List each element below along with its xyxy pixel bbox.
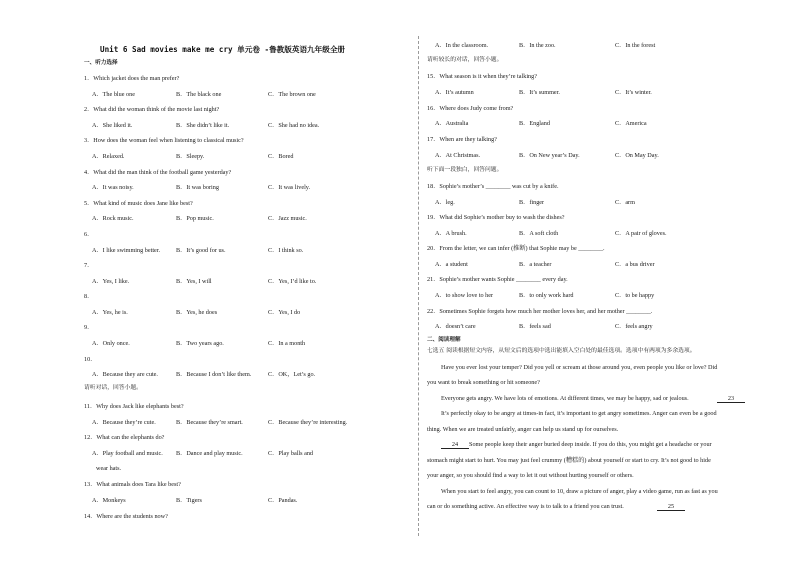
option-a: A．It’s autumn	[435, 89, 474, 96]
option-b: B．It’s summer.	[519, 89, 560, 96]
question-12-option-c-cont: wear hats.	[96, 465, 122, 472]
passage-line-7: stomach might start to hurt. You may just feel crummy (糟糕的) about yourself or start to cry. It’s not good to hide	[427, 457, 711, 464]
option-b: B．The black one	[176, 91, 222, 98]
question-14: 14．Where are the students now?	[84, 513, 168, 520]
option-c: C．On May Day.	[615, 152, 659, 159]
option-a: A．to show love to her	[435, 292, 494, 299]
passage-line-6: Some people keep their anger buried deep inside. If you do this, you might get a headache or your	[469, 441, 712, 448]
option-b: B．Pop music.	[176, 215, 214, 222]
option-b: B．She didn’t like it.	[176, 122, 230, 129]
blank-24[interactable]: 24	[441, 442, 469, 449]
option-c: C．arm	[615, 199, 635, 206]
option-c: C．The brown one	[268, 91, 316, 98]
option-c: C．Play balls and	[268, 450, 314, 457]
option-c: C．America	[615, 120, 647, 127]
page-title: Unit 6 Sad movies make me cry 单元卷 -鲁教版英语九年级全册	[100, 45, 346, 54]
option-b: B．Tigers	[176, 497, 202, 504]
passage-line-5: thing. When we are treated unfairly, anger can help us stand up for ourselves.	[427, 426, 619, 433]
option-a: A．She liked it.	[92, 122, 133, 129]
option-b: B．On New year’s Day.	[519, 152, 580, 159]
option-b: B．a teacher	[519, 261, 552, 268]
blank-25[interactable]: 25	[657, 504, 685, 511]
option-b: B．to only work hard	[519, 292, 574, 299]
option-b: B．England	[519, 120, 550, 127]
passage-line-2: you want to break something or hit someone?	[427, 379, 540, 386]
q14-option-a: A．In the classroom.	[435, 42, 489, 49]
question-13: 13．What animals does Tara like best?	[84, 481, 181, 488]
option-b: B．Yes, he does	[176, 309, 218, 316]
option-c: C．Bored	[268, 153, 294, 160]
option-a: A．It was noisy.	[92, 184, 134, 191]
option-c: C．OK，Let’s go.	[268, 371, 316, 378]
listening-instruction-2: 请听较长的对话，回答小题。	[427, 57, 503, 63]
option-b: B．finger	[519, 199, 545, 206]
option-b: B．Dance and play music.	[176, 450, 243, 457]
question-20: 20．From the letter, we can infer (推断) that Sophie may be ________.	[427, 245, 605, 252]
option-a: A．Yes, he is.	[92, 309, 128, 316]
option-a: A．Only once.	[92, 340, 130, 347]
blank-23[interactable]: 23	[717, 396, 745, 403]
option-a: A．leg.	[435, 199, 455, 206]
option-a: A．Australia	[435, 120, 469, 127]
option-a: A．Yes, I like.	[92, 278, 130, 285]
passage-line-9: When you start to feel angry, you can count to 10, draw a picture of anger, play a video game, run as fast as you	[441, 488, 718, 495]
question-18: 18．Sophie’s mother’s ________ was cut by a knife.	[427, 183, 559, 190]
question-17: 17．When are they talking?	[427, 136, 497, 143]
passage-line-4: It’s perfectly okay to be angry at times-in fact, it’s important to get angry sometimes. Anger can even be a good	[441, 410, 717, 417]
passage-line-8: your anger, so you should find a way to let it out without hurting yourself or others.	[427, 472, 634, 479]
question-8: 8．	[84, 293, 94, 300]
option-b: B．Because I don’t like them.	[176, 371, 252, 378]
option-a: A．At Christmas.	[435, 152, 481, 159]
option-a: A．I like swimming better.	[92, 247, 161, 254]
question-11: 11．Why does Jack like elephants best?	[84, 403, 184, 410]
option-c: C．feels angry	[615, 323, 653, 330]
option-a: A．The blue one	[92, 91, 135, 98]
question-6: 6．	[84, 231, 94, 238]
q14-option-b: B．In the zoo.	[519, 42, 556, 49]
option-c: C．It was lively.	[268, 184, 311, 191]
question-22: 22．Sometimes Sophie forgets how much her mother loves her, and her mother ________.	[427, 308, 653, 315]
column-divider	[418, 36, 419, 536]
question-5: 5．What kind of music does Jane like best?	[84, 200, 193, 207]
section-heading-listening: 一、听力选择	[84, 60, 118, 66]
option-a: A．Relaxed.	[92, 153, 125, 160]
option-c: C．In a month	[268, 340, 306, 347]
option-a: A．Because they’re cute.	[92, 419, 156, 426]
option-b: B．Sleepy.	[176, 153, 205, 160]
question-19: 19．What did Sophie’s mother buy to wash the dishes?	[427, 214, 565, 221]
option-a: A．Monkeys	[92, 497, 126, 504]
option-a: A．A brush.	[435, 230, 467, 237]
option-a: A．Rock music.	[92, 215, 134, 222]
option-c: C．She had no idea.	[268, 122, 320, 129]
option-c: C．A pair of gloves.	[615, 230, 667, 237]
option-b: B．feels sad	[519, 323, 551, 330]
option-c: C．Because they’re interesting.	[268, 419, 348, 426]
passage-line-1: Have you ever lost your temper? Did you yell or scream at those around you, even people you like or love? Did	[441, 364, 718, 371]
question-16: 16．Where does Judy come from?	[427, 105, 514, 112]
listening-instruction-1: 请听对话，回答小题。	[84, 385, 142, 391]
question-9: 9．	[84, 324, 94, 331]
option-c: C．to be happy	[615, 292, 655, 299]
question-15: 15．What season is it when they’re talking?	[427, 73, 537, 80]
q14-option-c: C．In the forest	[615, 42, 656, 49]
option-c: C．I think so.	[268, 247, 304, 254]
section-heading-reading: 二、阅读理解	[427, 337, 461, 343]
option-b: B．It’s good for us.	[176, 247, 226, 254]
option-c: C．Yes, I’d like to.	[268, 278, 317, 285]
passage-line-10: can or do something active. An effective way is to talk to a friend you can trust.	[427, 503, 624, 510]
question-10: 10．	[84, 356, 97, 363]
option-b: B．It was boring	[176, 184, 219, 191]
option-a: A．doesn’t care	[435, 323, 476, 330]
option-c: C．Yes, I do	[268, 309, 301, 316]
option-a: A．Because they are cute.	[92, 371, 158, 378]
question-4: 4．What did the man think of the football game yesterday?	[84, 169, 232, 176]
question-21: 21．Sophie’s mother wants Sophie ________ every day.	[427, 276, 568, 283]
option-b: B．Yes, I will	[176, 278, 212, 285]
monologue-instruction: 听下面一段独白，回答问题。	[427, 167, 503, 173]
option-a: A．Play football and music.	[92, 450, 163, 457]
option-c: C．Jazz music.	[268, 215, 307, 222]
question-7: 7．	[84, 262, 94, 269]
option-c: C．It’s winter.	[615, 89, 652, 96]
question-2: 2．What did the woman think of the movie last night?	[84, 106, 220, 113]
option-b: B．Two years ago.	[176, 340, 224, 347]
question-3: 3．How does the woman feel when listening to classical music?	[84, 137, 244, 144]
option-b: B．A soft cloth	[519, 230, 559, 237]
question-1: 1．Which jacket does the man prefer?	[84, 75, 180, 82]
passage-line-3: Everyone gets angry. We have lots of emotions. At different times, we may be happy, sad or jealous.	[441, 395, 689, 402]
question-12: 12．What can the elephants do?	[84, 434, 165, 441]
option-b: B．Because they’re smart.	[176, 419, 243, 426]
option-c: C．Pandas.	[268, 497, 298, 504]
option-a: A．a student	[435, 261, 468, 268]
option-c: C．a bus driver	[615, 261, 655, 268]
reading-task-instruction: 七选五 阅读根据短文内容，从短文后的选项中选出能填入空白处的最佳选项。选项中有两项为多余选项。	[427, 348, 696, 354]
